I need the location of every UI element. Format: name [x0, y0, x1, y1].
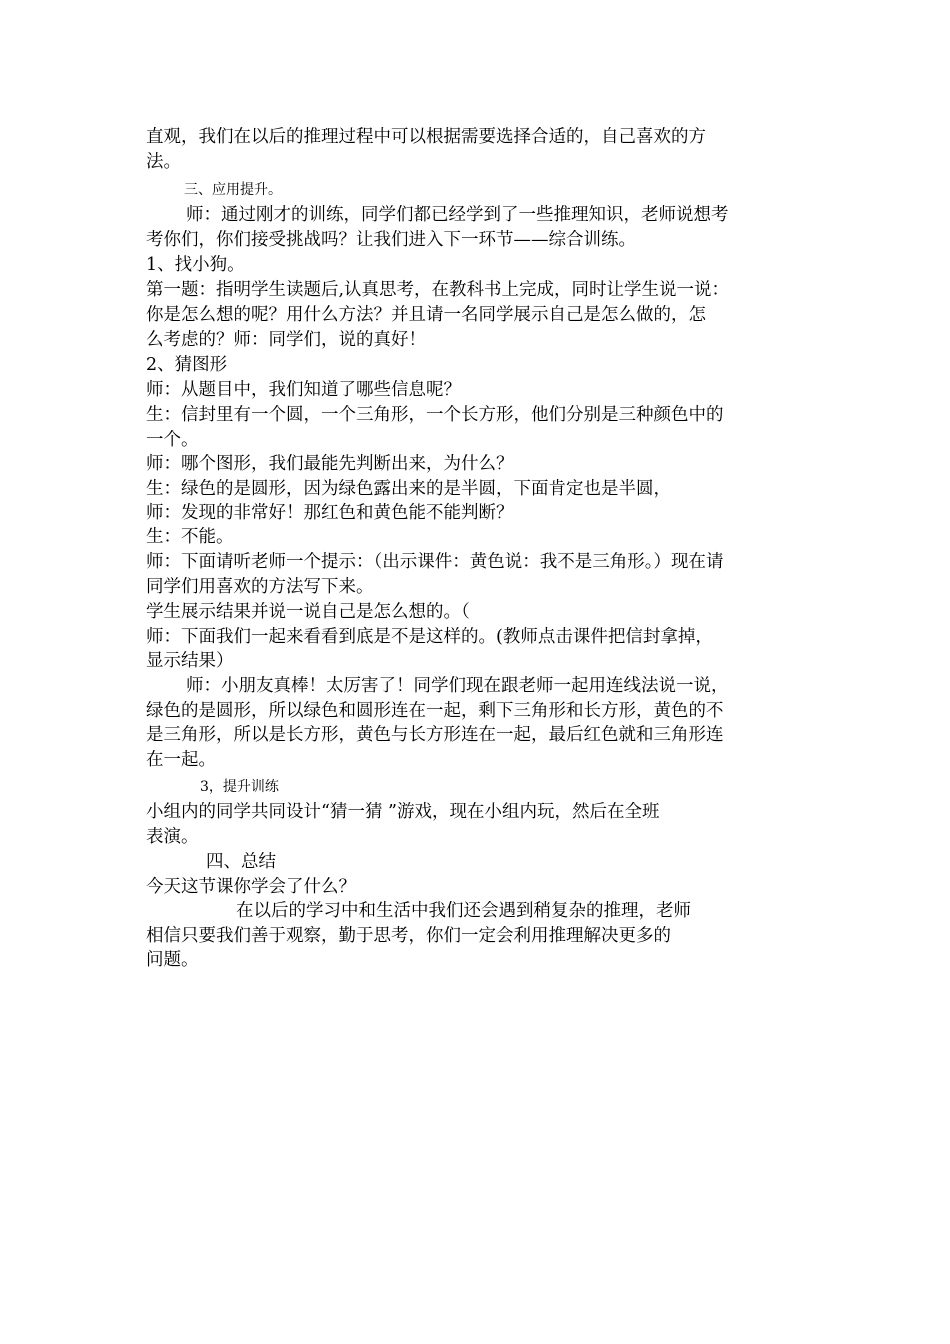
text-line: 相信只要我们善于观察，勤于思考，你们一定会利用推理解决更多的: [146, 926, 671, 946]
text-line: 法。: [146, 152, 181, 172]
section-heading-application: 三、应用提升。: [184, 182, 282, 198]
subheading-advanced-training: 3，提升训练: [200, 779, 279, 795]
text-line: 问题。: [146, 950, 199, 970]
text-line: 是三角形，所以是长方形，黄色与长方形连在一起，最后红色就和三角形连: [146, 725, 724, 745]
text-line: 么考虑的？师：同学们，说的真好！: [146, 330, 426, 350]
text-line: 学生展示结果并说一说自己是怎么想的。（: [146, 602, 470, 622]
text-line: 直观，我们在以后的推理过程中可以根据需要选择合适的，自己喜欢的方: [146, 127, 706, 147]
text-line: 生：不能。: [146, 527, 234, 547]
text-line: 师：下面请听老师一个提示：（出示课件：黄色说：我不是三角形。）现在请: [146, 552, 724, 572]
text-line: 绿色的是圆形，所以绿色和圆形连在一起，剩下三角形和长方形，黄色的不: [146, 701, 724, 721]
text-line: 师：下面我们一起来看看到底是不是这样的。(教师点击课件把信封拿掉，: [146, 627, 713, 647]
text-line: 你是怎么想的呢？用什么方法？并且请一名同学展示自己是怎么做的，怎: [146, 305, 706, 325]
text-line: 同学们用喜欢的方法写下来。: [146, 577, 374, 597]
text-line: 一个。: [146, 430, 199, 450]
text-line: 师：小朋友真棒！太厉害了！同学们现在跟老师一起用连线法说一说，: [186, 676, 729, 696]
subheading-guess-shape: 2、猜图形: [146, 355, 228, 375]
text-line: 在以后的学习中和生活中我们还会遇到稍复杂的推理，老师: [236, 901, 691, 921]
section-heading-summary: 四、总结: [206, 852, 276, 872]
text-line: 师：通过刚才的训练，同学们都已经学到了一些推理知识，老师说想考: [186, 205, 729, 225]
text-line: 在一起。: [146, 750, 216, 770]
text-line: 小组内的同学共同设计“猜一猜 ”游戏，现在小组内玩，然后在全班: [146, 802, 660, 822]
text-line: 显示结果）: [146, 651, 234, 671]
text-line: 生：信封里有一个圆，一个三角形，一个长方形，他们分别是三种颜色中的: [146, 405, 724, 425]
text-line: 师：从题目中，我们知道了哪些信息呢？: [146, 380, 461, 400]
text-line: 师：发现的非常好！那红色和黄色能不能判断？: [146, 503, 514, 523]
text-line: 今天这节课你学会了什么？: [146, 877, 356, 897]
text-line: 表演。: [146, 827, 199, 847]
text-line: 师：哪个图形，我们最能先判断出来，为什么？: [146, 454, 514, 474]
subheading-find-puppy: 1、找小狗。: [146, 255, 245, 275]
text-line: 生：绿色的是圆形，因为绿色露出来的是半圆，下面肯定也是半圆，: [146, 479, 671, 499]
text-line: 第一题：指明学生读题后,认真思考，在教科书上完成，同时让学生说一说：: [146, 280, 730, 300]
text-line: 考你们，你们接受挑战吗？让我们进入下一环节——综合训练。: [146, 230, 636, 250]
